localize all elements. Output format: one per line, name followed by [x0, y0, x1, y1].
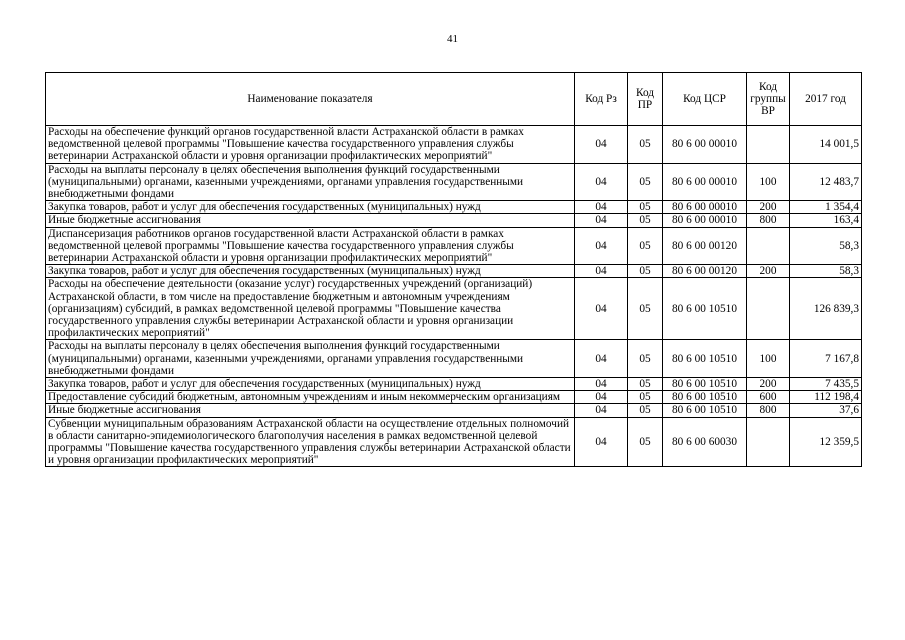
row-code-rz: 04 [575, 214, 628, 227]
row-code-vr [747, 417, 790, 467]
table-body [46, 126, 862, 467]
row-name: Расходы на обеспечение функций органов государственной власти Астраханской области в рамках ведомственной целевой программы "Повышение качества государственного управления службы ветеринарии Астраханской области и уровня организации профилактических мероприятий" [46, 126, 575, 164]
row-code-vr [747, 278, 790, 340]
table-header-row [46, 73, 862, 126]
table-row [46, 163, 862, 201]
row-code-pr: 05 [628, 201, 663, 214]
row-code-pr: 05 [628, 417, 663, 467]
row-code-rz: 04 [575, 265, 628, 278]
row-code-csr: 80 6 00 00010 [663, 201, 747, 214]
budget-table [45, 72, 862, 467]
row-code-rz: 04 [575, 227, 628, 265]
header-rz: Код Рз [575, 73, 628, 126]
table-row [46, 265, 862, 278]
row-code-csr: 80 6 00 00010 [663, 163, 747, 201]
row-name: Субвенции муниципальным образованиям Астраханской области на осуществление отдельных полномочий в области санитарно-эпидемиологического благополучия населения в рамках ведомственной целевой программы "Повышение качества государственного управления службы ветеринарии Астраханской области и уровня организации профилактических мероприятий" [46, 417, 575, 467]
row-code-pr: 05 [628, 227, 663, 265]
row-value-2017: 37,6 [790, 404, 862, 417]
row-code-pr: 05 [628, 265, 663, 278]
header-vr: Код группы ВР [747, 73, 790, 126]
row-name: Иные бюджетные ассигнования [46, 404, 575, 417]
row-value-2017: 126 839,3 [790, 278, 862, 340]
row-name: Закупка товаров, работ и услуг для обеспечения государственных (муниципальных) нужд [46, 201, 575, 214]
row-value-2017: 14 001,5 [790, 126, 862, 164]
header-pr: Код ПР [628, 73, 663, 126]
row-code-csr: 80 6 00 10510 [663, 391, 747, 404]
row-code-pr: 05 [628, 163, 663, 201]
table-row [46, 278, 862, 340]
row-code-pr: 05 [628, 378, 663, 391]
row-name: Расходы на обеспечение деятельности (оказание услуг) государственных учреждений (организаций) Астраханской области, в том числе на предоставление бюджетным и автономным учреждениям (организациям) субсидий, в рамках ведомственной целевой программы "Повышение качества государственного управления службы ветеринарии Астраханской области и уровня организации профилактических мероприятий" [46, 278, 575, 340]
row-code-pr: 05 [628, 404, 663, 417]
row-code-csr: 80 6 00 60030 [663, 417, 747, 467]
row-code-vr: 100 [747, 163, 790, 201]
row-code-pr: 05 [628, 126, 663, 164]
row-code-rz: 04 [575, 378, 628, 391]
row-value-2017: 12 359,5 [790, 417, 862, 467]
row-code-rz: 04 [575, 340, 628, 378]
row-code-vr [747, 126, 790, 164]
row-code-vr: 800 [747, 214, 790, 227]
row-code-vr: 200 [747, 378, 790, 391]
row-code-vr: 600 [747, 391, 790, 404]
header-name: Наименование показателя [46, 73, 575, 126]
row-value-2017: 58,3 [790, 265, 862, 278]
row-value-2017: 163,4 [790, 214, 862, 227]
row-code-rz: 04 [575, 201, 628, 214]
row-value-2017: 1 354,4 [790, 201, 862, 214]
row-value-2017: 12 483,7 [790, 163, 862, 201]
row-code-csr: 80 6 00 00010 [663, 126, 747, 164]
row-code-vr: 800 [747, 404, 790, 417]
row-code-pr: 05 [628, 278, 663, 340]
row-code-csr: 80 6 00 00120 [663, 227, 747, 265]
row-code-rz: 04 [575, 278, 628, 340]
row-name: Расходы на выплаты персоналу в целях обеспечения выполнения функций государственными (муниципальными) органами, казенными учреждениями, органами управления государственными внебюджетными фондами [46, 163, 575, 201]
row-name: Предоставление субсидий бюджетным, автономным учреждениям и иным некоммерческим организациям [46, 391, 575, 404]
table-row [46, 227, 862, 265]
table-row [46, 378, 862, 391]
row-code-vr: 200 [747, 201, 790, 214]
row-code-vr: 100 [747, 340, 790, 378]
row-value-2017: 58,3 [790, 227, 862, 265]
row-code-rz: 04 [575, 404, 628, 417]
row-value-2017: 7 435,5 [790, 378, 862, 391]
table-row [46, 340, 862, 378]
row-value-2017: 112 198,4 [790, 391, 862, 404]
row-code-rz: 04 [575, 126, 628, 164]
table-row [46, 391, 862, 404]
row-code-vr: 200 [747, 265, 790, 278]
row-name: Закупка товаров, работ и услуг для обеспечения государственных (муниципальных) нужд [46, 265, 575, 278]
table-row [46, 417, 862, 467]
row-code-pr: 05 [628, 391, 663, 404]
row-name: Закупка товаров, работ и услуг для обеспечения государственных (муниципальных) нужд [46, 378, 575, 391]
row-code-rz: 04 [575, 163, 628, 201]
row-value-2017: 7 167,8 [790, 340, 862, 378]
row-code-rz: 04 [575, 417, 628, 467]
row-name: Расходы на выплаты персоналу в целях обеспечения выполнения функций государственными (муниципальными) органами, казенными учреждениями, органами управления государственными внебюджетными фондами [46, 340, 575, 378]
table-row [46, 404, 862, 417]
row-code-pr: 05 [628, 340, 663, 378]
row-code-rz: 04 [575, 391, 628, 404]
row-code-pr: 05 [628, 214, 663, 227]
header-csr: Код ЦСР [663, 73, 747, 126]
page-number: 41 [447, 33, 458, 45]
row-code-csr: 80 6 00 10510 [663, 404, 747, 417]
row-name: Иные бюджетные ассигнования [46, 214, 575, 227]
table-row [46, 214, 862, 227]
header-year: 2017 год [790, 73, 862, 126]
table-row [46, 126, 862, 164]
row-code-vr [747, 227, 790, 265]
row-code-csr: 80 6 00 10510 [663, 378, 747, 391]
row-name: Диспансеризация работников органов государственной власти Астраханской области в рамках ведомственной целевой программы "Повышение качества государственного управления службы ветеринарии Астраханской области и уровня организации профилактических мероприятий" [46, 227, 575, 265]
table-row [46, 201, 862, 214]
row-code-csr: 80 6 00 10510 [663, 278, 747, 340]
row-code-csr: 80 6 00 00120 [663, 265, 747, 278]
row-code-csr: 80 6 00 00010 [663, 214, 747, 227]
row-code-csr: 80 6 00 10510 [663, 340, 747, 378]
